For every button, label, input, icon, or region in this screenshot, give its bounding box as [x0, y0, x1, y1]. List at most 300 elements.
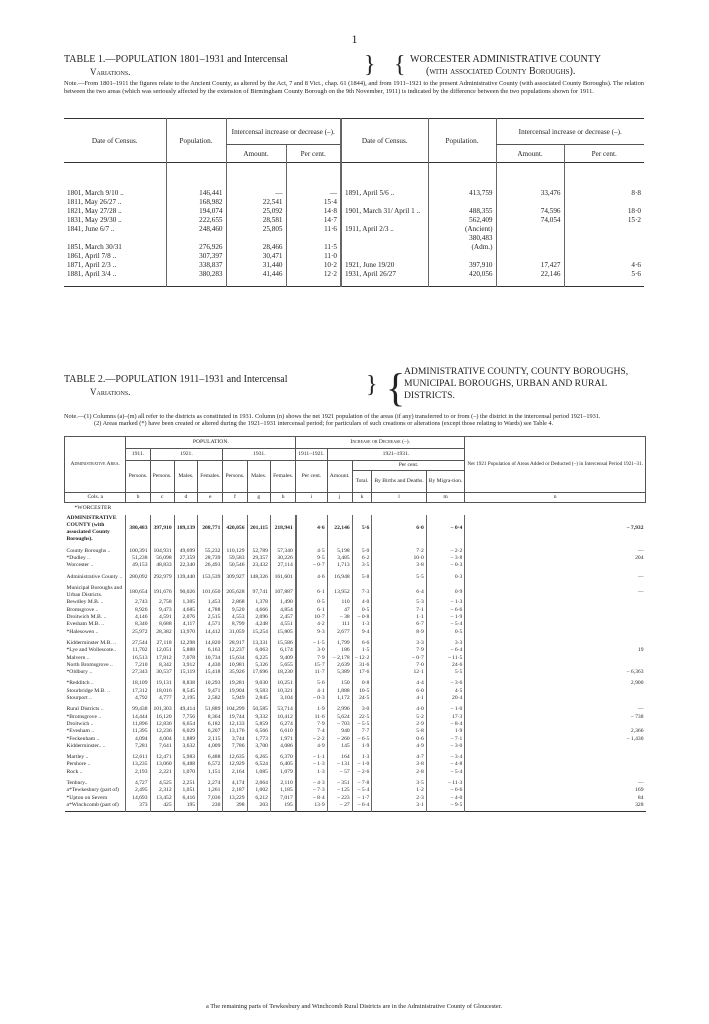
brace-icon: {	[386, 365, 406, 410]
t2-cell-h: 53,714	[270, 706, 295, 713]
t2-cell-d: 6,654	[174, 721, 197, 728]
t2-cell-n	[465, 662, 646, 669]
t2-cell-h: 7,017	[270, 795, 295, 802]
t2-cell-f: 2,868	[223, 599, 247, 606]
t2-header-persons-1931: Persons.	[223, 461, 247, 493]
t2-cell-d: 4,117	[174, 621, 197, 628]
t1-amount-right: 17,427	[496, 261, 564, 270]
table2-row	[65, 548, 646, 555]
t2-cell-l: 4·0	[372, 706, 426, 713]
t2-cell-c: 19,131	[150, 680, 174, 687]
t2-cell-m: – 7·1	[426, 736, 465, 743]
t2-cell-i: – 0·3	[296, 695, 327, 702]
t1-spacer	[64, 234, 166, 243]
t2-cell-e: 6,488	[198, 754, 223, 761]
t2-cell-c: 8,342	[150, 662, 174, 669]
t2-cell-h: 3,104	[270, 695, 295, 702]
table1-right-line2: (with associated County Boroughs).	[426, 66, 576, 77]
t2-cell-e: 1,453	[198, 599, 223, 606]
t2-cell-e: 208,771	[198, 515, 223, 544]
t2-area-name: Tenbury..	[66, 780, 88, 786]
t2-cell-l: 5·8	[372, 728, 426, 735]
t2-cell-l: – 0·7	[372, 655, 426, 662]
t2-cell-e: 101,650	[198, 585, 223, 600]
t2-cell-b: 14,444	[126, 714, 150, 721]
t2-cell-j: – 223	[327, 795, 352, 802]
t2-cell-b: 12,611	[126, 754, 150, 761]
t1-spacer	[496, 252, 564, 261]
t2-cell-h: 57,340	[270, 548, 295, 555]
t2-cell-n: —	[465, 585, 646, 600]
t2-cell-i: 4·6	[296, 515, 327, 544]
t2-cell-b: 8,340	[126, 621, 150, 628]
t1-percent: 11·0	[286, 252, 341, 261]
t2-cell-f: 309,927	[223, 574, 247, 581]
t2-cell-l: 6·4	[372, 585, 426, 600]
t2-cell-c: 2,758	[150, 599, 174, 606]
t2-cell-b: 25,972	[126, 629, 150, 636]
table1-row	[64, 198, 644, 207]
t2-cell-c: 28,382	[150, 629, 174, 636]
t2-cell-j: 3,485	[327, 555, 352, 562]
t2-cell-e: 153,539	[198, 574, 223, 581]
t2-cell-i: – 1·5	[296, 640, 327, 647]
t2-cell-m: – 0·3	[426, 562, 465, 569]
t2-cell-i: 4·2	[296, 621, 327, 628]
table1-row	[64, 261, 644, 270]
t2-cell-j: 16,948	[327, 574, 352, 581]
t2-cell-i: 4·5	[296, 548, 327, 555]
t2-header-net: Net 1921 Population of Areas Added or Deducted (–) in Intercensal Period 1921–31.	[465, 437, 646, 493]
t2-col-letter: i	[296, 493, 327, 503]
t2-cell-k: – 5·5	[352, 721, 372, 728]
t2-cell-n: 2,366	[465, 728, 646, 735]
t1-spacer	[226, 234, 286, 243]
t2-col-letter: f	[223, 493, 247, 503]
t1-amount-right: 33,476	[496, 189, 564, 198]
t2-cell-j: 145	[327, 743, 352, 750]
t2-cell-f: 104,299	[223, 706, 247, 713]
t1-amount-right	[496, 234, 564, 243]
t2-cell-m: 24·6	[426, 662, 465, 669]
t2-area-name: *Redditch ..	[66, 680, 94, 687]
t2-cell-g: 13,331	[247, 640, 270, 647]
t2-cell-h: 6,370	[270, 754, 295, 761]
table2-row	[65, 802, 646, 809]
t1-amount: 28,466	[226, 243, 286, 252]
t2-cell-l: 7·9	[372, 647, 426, 654]
t2-cell-k: – 0·8	[352, 614, 372, 621]
table1-body	[64, 189, 644, 287]
t2-cell-d: 8,838	[174, 680, 197, 687]
table2-row	[65, 721, 646, 728]
t1-date-right: 1891, April 5/6 ..	[341, 189, 428, 198]
t2-cell-c: 12,836	[150, 721, 174, 728]
t2-header-amount: Amount.	[327, 461, 352, 493]
t2-cell-d: 3,632	[174, 743, 197, 750]
t2-cell-b: 100,391	[126, 548, 150, 555]
t2-cell-h: 30,226	[270, 555, 295, 562]
t2-area-name: Malvern ..	[66, 654, 90, 661]
table2-row	[65, 640, 646, 647]
table2-row	[65, 761, 646, 768]
t2-area-name: *Upton on Severn	[66, 794, 108, 801]
t2-cell-n	[465, 761, 646, 768]
t2-cell-d: 7,756	[174, 714, 197, 721]
t1-amount-right	[496, 243, 564, 252]
t2-cell-m: 5·5	[426, 669, 465, 676]
t2-cell-d: 13,970	[174, 629, 197, 636]
t2-cell-l: 2·9	[372, 721, 426, 728]
t2-cell-d: 5,983	[174, 754, 197, 761]
t2-cell-d: 7,078	[174, 655, 197, 662]
t2-cell-d: 3,912	[174, 662, 197, 669]
t2-cell-g: 2,845	[247, 695, 270, 702]
t2-cell-g: 23,432	[247, 562, 270, 569]
t2-cell-e: 7,036	[198, 795, 223, 802]
table2-heading	[64, 365, 664, 412]
t2-cell-b: 2,495	[126, 787, 150, 794]
t2-header-males-1931: Males.	[247, 461, 270, 493]
t1-date: 1841, June 6/7 ..	[67, 225, 115, 233]
t1-percent-right: 5·6	[564, 270, 644, 279]
t2-cell-c: 4,525	[150, 780, 174, 787]
t2-cell-j: – 2,178	[327, 655, 352, 662]
table1-row	[64, 234, 644, 243]
t2-cell-k: 3·0	[352, 706, 372, 713]
t2-cell-k: 1·3	[352, 754, 372, 761]
t2-cell-e: 26,493	[198, 562, 223, 569]
t2-cell-k: – 2·6	[352, 769, 372, 776]
t2-cell-g: 15,254	[247, 629, 270, 636]
t2-cell-g: 2,096	[247, 614, 270, 621]
t2-cell-g: 6,212	[247, 795, 270, 802]
t2-cell-b: 4,727	[126, 780, 150, 787]
t2-cell-e: 51,889	[198, 706, 223, 713]
t2-cell-k: 7·3	[352, 585, 372, 600]
t1-amount: 28,581	[226, 216, 286, 225]
t2-cell-f: 12,237	[223, 647, 247, 654]
t2-cell-l: 6·7	[372, 621, 426, 628]
t2-cell-c: 56,098	[150, 555, 174, 562]
t2-header-1911-1921: 1911–1921.	[296, 449, 327, 461]
t2-cell-c: 13,060	[150, 761, 174, 768]
table1-row	[64, 225, 644, 234]
t2-cell-d: 49,414	[174, 706, 197, 713]
t2-cell-k: 1·3	[352, 621, 372, 628]
t2-cell-d: 5,888	[174, 647, 197, 654]
t2-area-name: Stourbridge M.B. ..	[66, 687, 111, 694]
t1-percent-right: 18·0	[564, 207, 644, 216]
t2-col-letter: l	[372, 493, 426, 503]
t2-cell-j: 164	[327, 754, 352, 761]
t2-cell-e: 1,261	[198, 787, 223, 794]
table2-header	[65, 437, 646, 503]
t2-cell-b: 4,094	[126, 736, 150, 743]
t2-cell-b: 8,926	[126, 607, 150, 614]
t2-cell-b: 17,312	[126, 688, 150, 695]
table1-row	[64, 243, 644, 252]
t2-cell-l: 7·0	[372, 662, 426, 669]
t2-cell-m: – 11·3	[426, 780, 465, 787]
t2-cell-i: 4·1	[296, 688, 327, 695]
t2-cell-c: 101,303	[150, 706, 174, 713]
t1-amount: 30,471	[226, 252, 286, 261]
t2-cell-m: 17·3	[426, 714, 465, 721]
t2-cell-b: 4,146	[126, 614, 150, 621]
t1-spacer	[564, 198, 644, 207]
t1-percent-right	[564, 225, 644, 234]
t2-cell-l: 6·0	[372, 515, 426, 544]
t2-cell-h: 1,971	[270, 736, 295, 743]
table2-row	[65, 736, 646, 743]
t2-cell-l: 0·6	[372, 736, 426, 743]
t2-col-letter: c	[150, 493, 174, 503]
t1-date-right: 1921, June 19/20	[341, 261, 428, 270]
t2-cell-c: 2,312	[150, 787, 174, 794]
t2-cell-l: 2·3	[372, 795, 426, 802]
t2-cell-h: 27,114	[270, 562, 295, 569]
t1-date: 1801, March 9/10 ..	[67, 189, 124, 197]
t2-cell-f: 31,059	[223, 629, 247, 636]
t1-population: 338,837	[166, 261, 226, 270]
t2-cell-f: 15,634	[223, 655, 247, 662]
t2-cell-k: 5·0	[352, 548, 372, 555]
t2-cell-g: 6,063	[247, 647, 270, 654]
t2-cell-e: 10,293	[198, 680, 223, 687]
brace-icon: {	[394, 52, 406, 78]
t2-cell-e: 4,009	[198, 743, 223, 750]
table2-note2: (2) Areas marked (*) have been created or altered during the 1921–1931 intercensal period; for particulars of such creations or alterations (except those relating to Wards) see Table 4.	[94, 420, 554, 428]
t1-date-right	[341, 216, 428, 225]
t2-col-letter: g	[247, 493, 270, 503]
t1-header-percent-right: Per cent.	[564, 145, 644, 163]
t2-cell-m: – 8·4	[426, 721, 465, 728]
t2-cell-d: 1,889	[174, 736, 197, 743]
t2-cell-n	[465, 599, 646, 606]
t2-cell-l: 1·1	[372, 614, 426, 621]
t2-cell-n: – 7,932	[465, 515, 646, 544]
t2-cell-i: 1·3	[296, 769, 327, 776]
t2-cell-j: 2,677	[327, 629, 352, 636]
t2-cell-i: 6·1	[296, 585, 327, 600]
t2-area-name: Municipal Boroughs and Urban Districts.	[66, 584, 123, 599]
t2-cell-h: 4,854	[270, 607, 295, 614]
t1-percent-right	[564, 243, 644, 252]
t2-cell-g: 148,326	[247, 574, 270, 581]
t1-spacer	[341, 252, 428, 261]
t2-cell-f: 19,904	[223, 688, 247, 695]
t1-percent: 11·5	[286, 243, 341, 252]
t2-cell-d: 15,119	[174, 669, 197, 676]
t1-population-right: 488,355	[428, 207, 496, 216]
t1-header-amount: Amount.	[226, 145, 286, 163]
t2-cell-e: 6,182	[198, 721, 223, 728]
t1-amount: 25,805	[226, 225, 286, 234]
table2-row	[65, 754, 646, 761]
t1-population: 276,926	[166, 243, 226, 252]
t2-cell-n	[465, 769, 646, 776]
t2-cell-m: 4·5	[426, 688, 465, 695]
t1-percent-right: 4·6	[564, 261, 644, 270]
t2-area-name: *Dudley ..	[66, 554, 90, 561]
t2-cell-e: 6,163	[198, 647, 223, 654]
t2-cell-j: – 703	[327, 721, 352, 728]
t2-cell-j: – 38	[327, 614, 352, 621]
t2-cell-i: 0·5	[296, 599, 327, 606]
t2-cell-d: 1,070	[174, 769, 197, 776]
t2-cell-c: 17,812	[150, 655, 174, 662]
t2-cell-d: 90,026	[174, 585, 197, 600]
t2-area-name: Bromsgrove ..	[66, 606, 99, 613]
t2-cell-j: – 27	[327, 802, 352, 809]
t2-cell-c: 9,473	[150, 607, 174, 614]
t2-header-1931: 1931.	[223, 449, 296, 461]
t1-date-right	[341, 234, 428, 243]
t2-cell-d: 2,195	[174, 695, 197, 702]
t2-area-name: North Bromsgrove ..	[66, 661, 113, 668]
t2-cell-m: – 0·4	[426, 515, 465, 544]
t2-cell-b: 2,743	[126, 599, 150, 606]
t2-cell-j: 110	[327, 599, 352, 606]
t2-cell-g: 1,085	[247, 769, 270, 776]
t2-cell-j: 47	[327, 607, 352, 614]
t2-col-label: Cols. a	[65, 493, 126, 503]
table2-row	[65, 695, 646, 702]
t2-area-name: Administrative County ..	[66, 573, 123, 580]
t2-cell-f: 35,926	[223, 669, 247, 676]
t1-population: 168,982	[166, 198, 226, 207]
t2-cell-j: 5,624	[327, 714, 352, 721]
t2-cell-e: 2,582	[198, 695, 223, 702]
t2-cell-c: 2,221	[150, 769, 174, 776]
t2-cell-e: 6,207	[198, 728, 223, 735]
t2-cell-h: 1,079	[270, 769, 295, 776]
t2-header-births: By Births and Deaths.	[372, 471, 426, 493]
t2-cell-h: 6,405	[270, 761, 295, 768]
t2-cell-h: 5,655	[270, 662, 295, 669]
t2-cell-d: 1,305	[174, 599, 197, 606]
table2	[64, 436, 646, 812]
t1-population-right: (Adm.)	[428, 243, 496, 252]
table1-row	[64, 216, 644, 225]
t2-cell-n	[465, 754, 646, 761]
t2-cell-g: 29,357	[247, 555, 270, 562]
t2-cell-n: 84	[465, 795, 646, 802]
t1-population-right: 397,910	[428, 261, 496, 270]
t2-cell-j: 940	[327, 728, 352, 735]
t2-cell-i: 11·6	[296, 714, 327, 721]
t2-cell-e: 2,274	[198, 780, 223, 787]
table2-title-line1: TABLE 2.—POPULATION 1911–1931 and Intercensal	[64, 374, 288, 385]
t2-cell-g: 1,773	[247, 736, 270, 743]
t2-cell-i: – 7·3	[296, 787, 327, 794]
t2-cell-i: 15·7	[296, 662, 327, 669]
t2-header-total: Total.	[352, 471, 372, 493]
t2-cell-k: – 1·0	[352, 761, 372, 768]
t2-cell-n: —	[465, 548, 646, 555]
table2-row	[65, 562, 646, 569]
t1-date: 1821, May 27/28 ..	[67, 207, 122, 215]
table2-row	[65, 574, 646, 581]
t2-cell-j: 22,146	[327, 515, 352, 544]
table2-right-line2: MUNICIPAL BOROUGHS, URBAN AND RURAL	[404, 378, 608, 389]
t2-cell-b: 11,395	[126, 728, 150, 735]
table2-title-line2: Variations.	[90, 387, 131, 397]
t2-cell-d: 2,251	[174, 780, 197, 787]
t2-cell-g: 9,332	[247, 714, 270, 721]
t2-cell-f: 2,187	[223, 787, 247, 794]
t2-area-name: *Bromsgrove ..	[66, 713, 102, 720]
t2-cell-n	[465, 614, 646, 621]
t1-header-percent: Per cent.	[286, 145, 341, 163]
t2-cell-j: 150	[327, 680, 352, 687]
t2-cell-i: 11·7	[296, 669, 327, 676]
t2-cell-j: 2,639	[327, 662, 352, 669]
t1-date: 1831, May 29/30 ..	[67, 216, 122, 224]
t2-col-letter: b	[126, 493, 150, 503]
t2-cell-j: 111	[327, 621, 352, 628]
t2-cell-m: – 3·4	[426, 754, 465, 761]
t1-amount-right: 74,596	[496, 207, 564, 216]
t2-cell-i: 6·1	[296, 607, 327, 614]
t2-cell-e: 55,232	[198, 548, 223, 555]
t2-cell-l: 4·1	[372, 695, 426, 702]
t2-cell-i: – 8·4	[296, 795, 327, 802]
t2-cell-h: 15,586	[270, 640, 295, 647]
t2-cell-b: 27,544	[126, 640, 150, 647]
t1-population: 222,655	[166, 216, 226, 225]
t2-cell-f: 398	[223, 802, 247, 809]
t2-cell-e: 4,430	[198, 662, 223, 669]
t2-cell-f: 9,520	[223, 607, 247, 614]
t2-cell-d: 6,488	[174, 761, 197, 768]
t2-cell-b: 11,702	[126, 647, 150, 654]
t2-cell-j: – 260	[327, 736, 352, 743]
table2-row	[65, 795, 646, 802]
t1-header-increase: Intercensal increase or decrease (–).	[226, 119, 341, 145]
t2-cell-f: 10,981	[223, 662, 247, 669]
t2-cell-h: 195	[270, 802, 295, 809]
t2-cell-f: 5,949	[223, 695, 247, 702]
t2-cell-g: 201,115	[247, 515, 270, 544]
table2-row	[65, 787, 646, 794]
t2-cell-m: – 3·8	[426, 555, 465, 562]
t2-cell-d: 22,340	[174, 562, 197, 569]
t2-col-letter: e	[198, 493, 223, 503]
t2-cell-c: 292,979	[150, 574, 174, 581]
t2-cell-j: 1,713	[327, 562, 352, 569]
table2-row	[65, 688, 646, 695]
t2-area-name: Kidderminster.. ..	[66, 742, 106, 749]
t2-cell-i: 9·5	[296, 555, 327, 562]
t2-header-persons-1911: Persons.	[126, 461, 150, 493]
t1-header-increase-right: Intercensal increase or decrease (–).	[496, 119, 644, 145]
t2-cell-k: – 7·8	[352, 780, 372, 787]
t2-cell-g: 3,700	[247, 743, 270, 750]
t2-cell-m: 1·9	[426, 728, 465, 735]
t2-cell-k: 4·0	[352, 599, 372, 606]
t2-cell-f: 50,546	[223, 562, 247, 569]
t2-header-per-cent-i: Per cent.	[296, 461, 327, 493]
t2-cell-e: 28,739	[198, 555, 223, 562]
t2-cell-h: 2,110	[270, 780, 295, 787]
t2-cell-f: 7,786	[223, 743, 247, 750]
t1-header-amount-right: Amount.	[496, 145, 564, 163]
t1-amount: 22,541	[226, 198, 286, 207]
table2-row	[65, 680, 646, 687]
t2-area-name: Evesham M.B. ..	[66, 621, 105, 628]
